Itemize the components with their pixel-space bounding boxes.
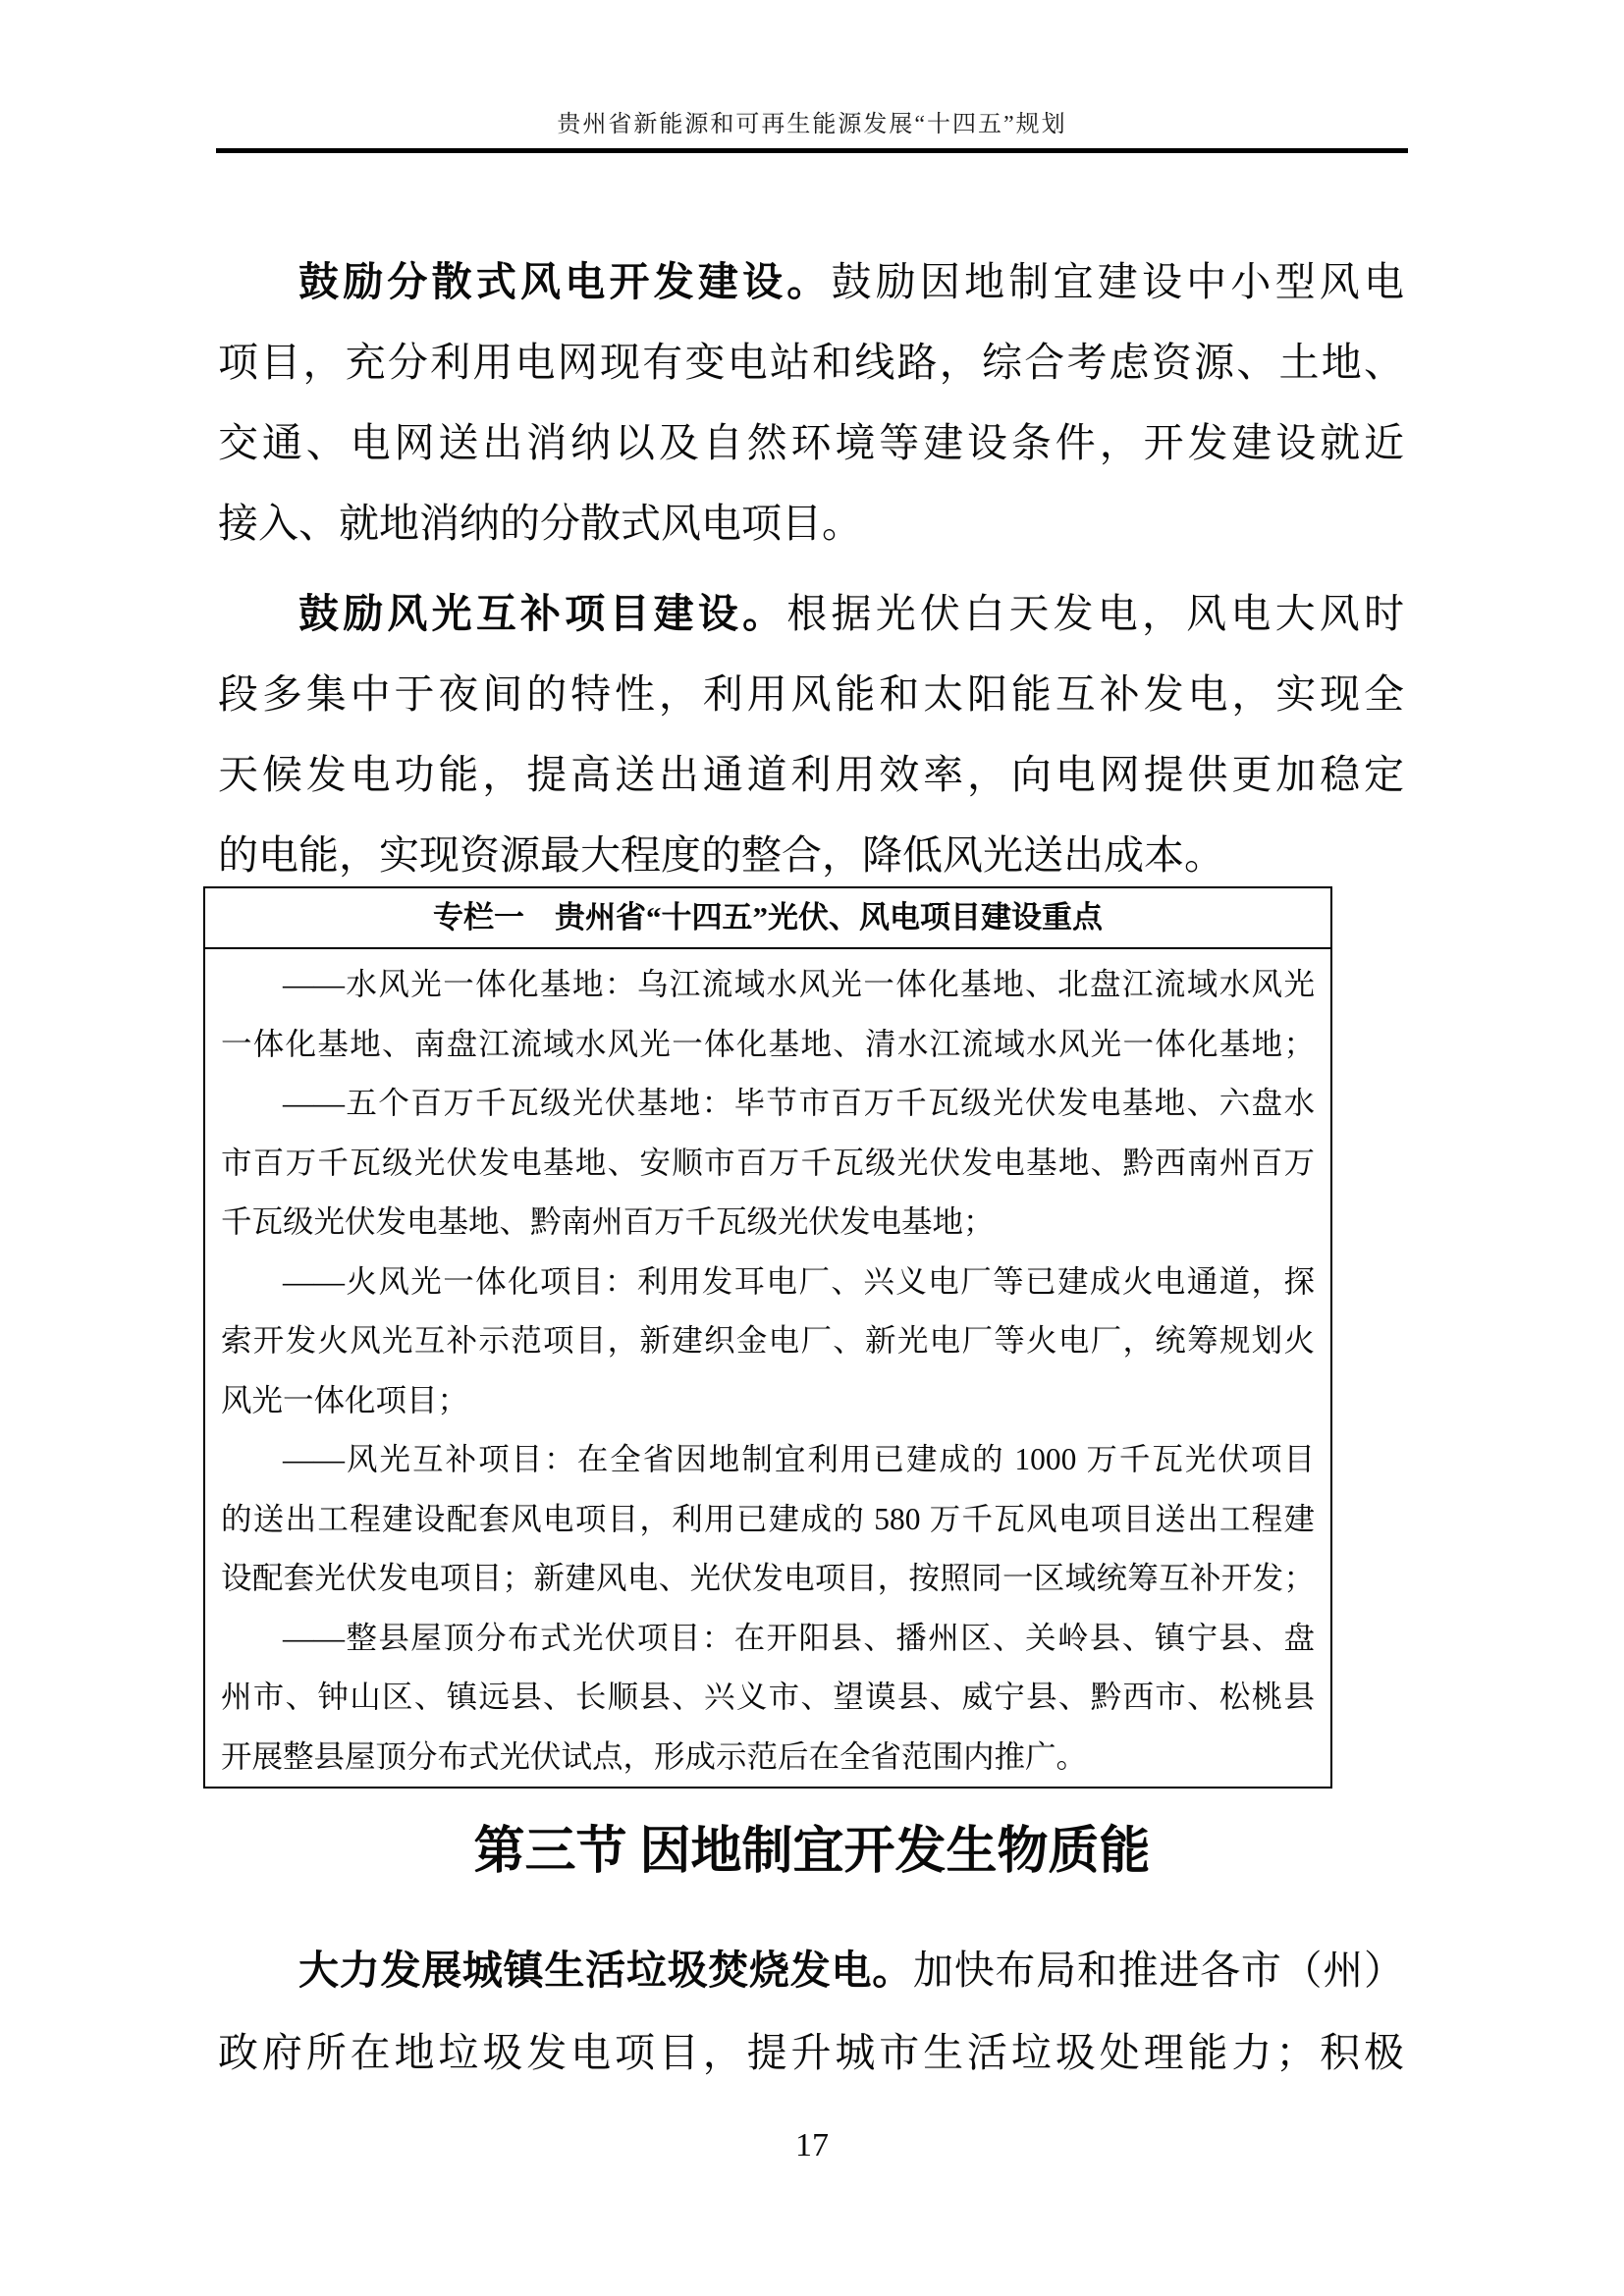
box-line: ——五个百万千瓦级光伏基地：毕节市百万千瓦级光伏发电基地、六盘水 <box>283 1086 1315 1120</box>
box-line: ——火风光一体化项目：利用发耳电厂、兴义电厂等已建成火电通道，探 <box>283 1263 1315 1299</box>
paragraph-wind-distributed <box>218 241 1404 563</box>
paragraph-text: 鼓励因地制宜建设中小型风电 <box>831 259 1404 304</box>
box-line: ——整县屋顶分布式光伏项目：在开阳县、播州区、关岭县、镇宁县、盘 <box>283 1620 1315 1655</box>
highlight-box-title: 专栏一 贵州省“十四五”光伏、风电项目建设重点 <box>205 888 1330 949</box>
paragraph-line <box>218 573 1404 654</box>
paragraph-line: 的电能，实现资源最大程度的整合，降低风光送出成本。 <box>218 832 1224 878</box>
paragraph-wind-solar-complementary <box>218 573 1404 895</box>
box-line: ——风光互补项目：在全省因地制宜利用已建成的 1000 万千瓦光伏项目 <box>283 1442 1315 1476</box>
box-line: 开展整县屋顶分布式光伏试点，形成示范后在全省范围内推广。 <box>221 1738 1088 1774</box>
section-heading: 第三节 因地制宜开发生物质能 <box>473 1824 1151 1880</box>
paragraph-line: 项目，充分利用电网现有变电站和线路，综合考虑资源、土地、 <box>218 340 1404 385</box>
header-rule <box>216 148 1408 153</box>
box-line: 千瓦级光伏发电基地、黔南州百万千瓦级光伏发电基地； <box>221 1204 995 1239</box>
paragraph-lead: 鼓励分散式风电开发建设。 <box>298 259 832 304</box>
paragraph-text: 根据光伏白天发电，风电大风时 <box>786 591 1405 636</box>
paragraph-line: 交通、电网送出消纳以及自然环境等建设条件，开发建设就近 <box>218 420 1404 465</box>
document-header-title: 贵州省新能源和可再生能源发展“十四五”规划 <box>557 112 1067 137</box>
highlight-box-column-one <box>203 886 1332 1789</box>
highlight-box-body <box>205 949 1330 1787</box>
paragraph-line: 接入、就地消纳的分散式风电项目。 <box>218 501 862 546</box>
box-line: 市百万千瓦级光伏发电基地、安顺市百万千瓦级光伏发电基地、黔西南州百万 <box>221 1145 1315 1180</box>
paragraph-line: 政府所在地垃圾发电项目，提升城市生活垃圾处理能力；积极 <box>218 2030 1404 2075</box>
paragraph-lead: 鼓励风光互补项目建设。 <box>298 591 787 636</box>
box-line: 索开发火风光互补示范项目，新建织金电厂、新光电厂等火电厂，统筹规划火 <box>221 1323 1315 1358</box>
paragraph-line: 段多集中于夜间的特性，利用风能和太阳能互补发电，实现全 <box>218 671 1404 717</box>
page-number: 17 <box>795 2127 829 2163</box>
box-line: 的送出工程建设配套风电项目，利用已建成的 580 万千瓦风电项目送出工程建 <box>221 1501 1315 1536</box>
box-line: 一体化基地、南盘江流域水风光一体化基地、清水江流域水风光一体化基地； <box>221 1026 1315 1061</box>
box-line: 设配套光伏发电项目；新建风电、光伏发电项目，按照同一区域统筹互补开发； <box>221 1561 1315 1595</box>
paragraph-line: 天候发电功能，提高送出通道利用效率，向电网提供更加稳定 <box>218 752 1404 797</box>
paragraph-text: 加快布局和推进各市（州） <box>912 1948 1405 1993</box>
paragraph-waste-to-energy <box>218 1929 1404 2094</box>
box-line: 风光一体化项目； <box>221 1382 469 1417</box>
paragraph-line <box>218 241 1404 322</box>
box-line: 州市、钟山区、镇远县、长顺县、兴义市、望谟县、威宁县、黔西市、松桃县 <box>221 1680 1315 1714</box>
box-line: ——水风光一体化基地：乌江流域水风光一体化基地、北盘江流域水风光 <box>283 967 1315 1001</box>
paragraph-lead: 大力发展城镇生活垃圾焚烧发电。 <box>298 1948 913 1993</box>
paragraph-line <box>218 1929 1404 2011</box>
